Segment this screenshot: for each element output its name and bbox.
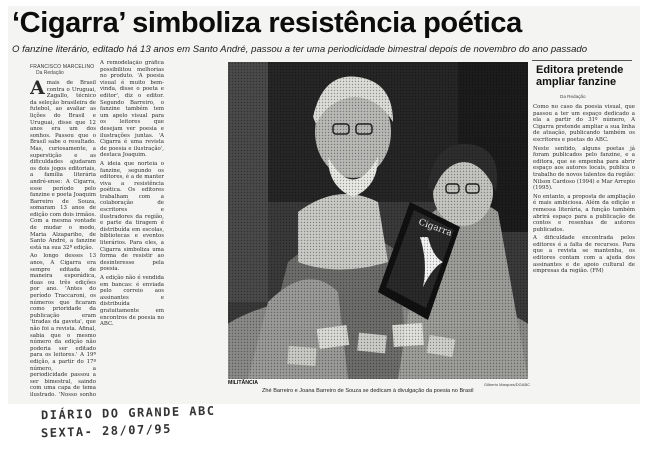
article-paragraph: Ao longo desses 13 anos, A Cigarra era sempre editada de maneira esporádica, duas ou três edições por ano. 'Antes do período Traccaroni, os números que ficaram como prioridade da publicação eram 'tiradas da gaveta', que não foi a revista. Afinal, sabia que o mesmo número da edição não poderia ser editado para os leitores.' A 19ª edição, a partir do 17º número, a periodicidade passou a ser bimestral, saindo com uma capa de tema ilustrado. 'Nosso sonho [30,253,96,398]
article-paragraph: A edição não é vendida em bancas: é enviada pelo correio aos assinantes e distribuída gratuitamente em encontros de poesia no ABC. [100,275,164,328]
sidebar-rule [532,60,632,61]
sidebar-column [533,104,635,394]
subheadline: O fanzine literário, editado há 13 anos em Santo André, passou a ter uma periodicidade bimestral depois de novembro do ano passado [12,44,588,55]
sidebar-headline: Editora pretende ampliar fanzine [536,64,624,88]
drop-cap: A [30,80,45,99]
article-column-1 [30,80,96,398]
photo-image [228,62,528,379]
article-paragraph: mais de Brasil contra o Uruguai, Zagallo, técnico da seleção brasileira de futebol, ao avaliar as lições do Brasil e Uruguai, disse que 12 anos era um dos sonhos. Passou que o Brasil sabe o resultado. Mas, curiosamente, a superstição e as dificuldades ajudaram os dois jogos editoriais, a família literária andré-ense: A Cigarra, esse período pelo fanzine e poeta Joaquim Barreiro de Souza, somaram 13 anos de edição com dois irmãos. Com a mesma vontade de mudar o modo, Maria Alzaparibo, de Santo André, a fanzine está na sua 32ª edição. [30,80,96,251]
sidebar-paragraph: No entanto, a proposta de ampliação é mais ambiciosa. Além da edição e remessa literária, a função também abrirá espaço para a publicação de contos e resenhas de autores publicados. [533,193,635,233]
byline-desk: Da Redação [36,70,64,76]
sidebar-byline: Da Redação [560,94,586,99]
sidebar-paragraph: Como no caso da poesia visual, que passou a ter um espaço dedicado a ela a partir do 31º número, A Cigarra pretende ampliar a sua linha de atuação, publicando também os escritores e poetas do ABC. [533,104,635,143]
photo-credit: Gilberto Marques/DGABC [484,382,531,387]
article-paragraph: A remodelação gráfica possibilitou melhorias no produto. 'A poesia visual é muito bem-vinda, disse o poeta e editor', diz o editor. Segundo Barreiro, o fanzine também tem um apelo visual para os leitores que desejam ver poesia e ilustrações juntas. 'A Cigarra é uma revista de poesia e ilustração', destaca Joaquim. [100,60,164,159]
sidebar-paragraph: Neste sentido, alguns poetas já foram publicados pelo fanzine, e a editora, que se empenha para abrir espaço aos autores locais, publica o trabalho de novos talentos da região: Nilson Cardoso (1994) e Mar Arrepio (1995). [533,145,635,192]
photo-caption: Zhé Barreiro e Joana Barreiro de Souza se dedicam à divulgação da poesia no Brasil [262,388,474,394]
headline: ‘Cigarra’ simboliza resistência poética [12,7,522,39]
byline: FRANCISCO MARCELINO [30,64,95,70]
article-paragraph: A ideia que norteia o fanzine, segundo os editores, é a de manter viva a resistência poética. Os editores trabalham com a colaboração de escritores e ilustradores da região, e parte da tiragem é distribuída em escolas, bibliotecas e eventos literários. Para eles, a Cigarra simboliza uma forma de resistir ao desinteresse pela poesia. [100,160,164,273]
handwritten-source: DIÁRIO DO GRANDE ABC [40,403,216,423]
news-photo [228,62,528,379]
handwritten-date: SEXTA- 28/07/95 [40,421,173,441]
photo-kicker: MILITÂNCIA [228,380,258,386]
article-column-2 [100,60,164,398]
sidebar-paragraph: A dificuldade encontrada pelos editores é a falta de recursos. Para que a revista se mantenha, os editores contam com a ajuda dos assinantes e de apoio cultural de empresas da região. (FM) [533,235,635,275]
